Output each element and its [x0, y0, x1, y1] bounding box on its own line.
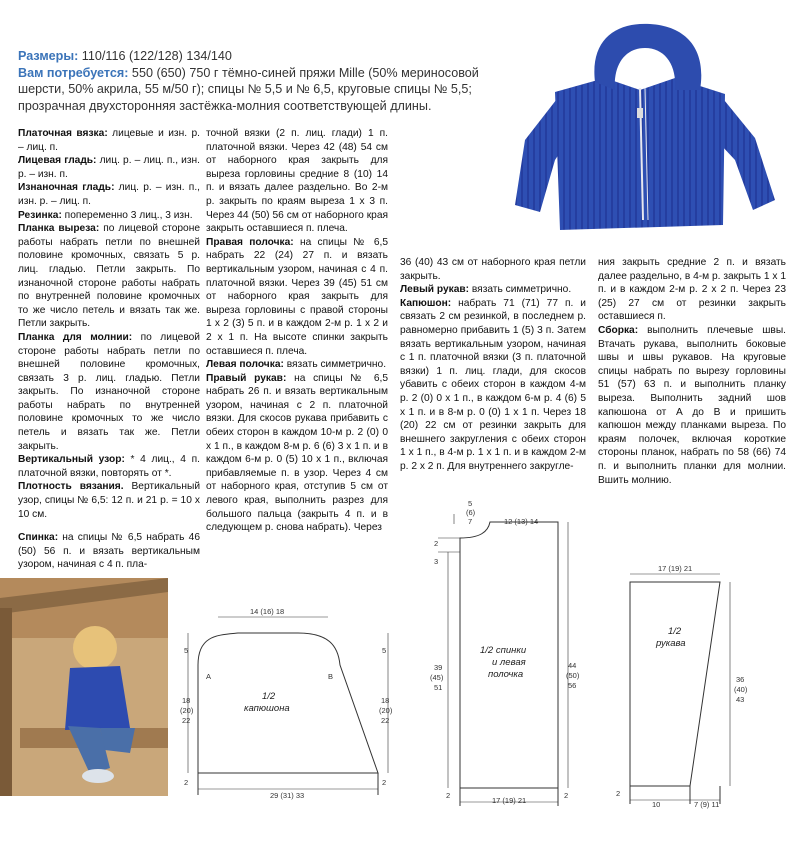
dim-label: 2: [184, 778, 189, 787]
dim-label: 43: [736, 695, 745, 704]
list-item: Капюшон: набрать 71 (71) 77 п. и связать 2 см резинкой, в последнем р. равномерно прибавить 1 (5) 3 п. Затем вязать вертикальным узором, начиная с 1 п. платочной вязки (3 п. платочной вязки) 1 п. лиц. глади, для скосов убавить с обеих сторон в каждом 4-м р. 2 (0) 0 х 1 п., в каждом 6-м р. 4 (6) 5 х 1 п. и в 8-м р. 0 (0) 1 х 1 п. Через 18 (20) 22 см от резинки закрыть для внешнего закругления с обеих сторон 1 х 1 п., в 4-м р. 1 х 1 п. и в каждом 2-м р. 2 х 2 п. Для внутреннего закругле-: [400, 297, 586, 472]
diagram-title: и левая: [492, 657, 526, 668]
dim-label: 36: [736, 675, 745, 684]
hood-pattern-diagram: [178, 605, 400, 800]
list-item: 36 (40) 43 см от наборного края петли закрыть.: [400, 257, 586, 282]
diagram-title: рукава: [656, 638, 686, 649]
point-b-label: B: [328, 672, 334, 681]
dim-label: 29 (31) 33: [270, 791, 305, 800]
list-item: точной вязки (2 п. лиц. глади) 1 п. платочной вязки. Через 42 (48) 54 см от наборного края закрыть для выреза горловины средние 8 (10) 14 п. и вязать далее раздельно. Во 2-м р. закрыть по краям выреза 1 х 3 п. Через 44 (50) 56 см от наборного края закрыть оставшиеся п. плеча.: [206, 128, 388, 235]
materials-label: Вам потребуется:: [18, 65, 129, 80]
dim-label: 51: [434, 683, 443, 692]
dim-label: 22: [182, 716, 191, 725]
list-item: Резинка: попеременно 3 лиц., 3 изн.: [18, 209, 193, 221]
point-a-label: A: [206, 672, 212, 681]
dim-label: (40): [734, 685, 748, 694]
dim-label: 22: [381, 716, 390, 725]
dim-label: 7 (9) 11: [694, 800, 720, 809]
materials-value: 550 (650) 750 г тёмно-синей пряжи Mille (50% мериносовой шерсти, 50% акрила, 55 м/50 г); спицы № 5,5 и № 6,5, круговые спицы № 5,5; прозрачная двухсторонняя застёжка-молния соответствующей длины.: [18, 65, 479, 113]
dim-label: 10: [652, 800, 661, 809]
dim-label: 3: [434, 557, 439, 566]
list-item: Левый рукав: вязать симметрично.: [400, 284, 572, 296]
list-item: Сборка: выполнить плечевые швы. Втачать рукава, выполнить боковые швы и швы рукавов. На круговые спицы набрать по вырезу горловины 51 (57) 63 п. и выполнить планку выреза. Выполнить задний шов капюшона от А до В и пришить капюшон между планками выреза. По краям полочек, включая короткие стороны планок, набрать по 58 (66) 74 п. и выполнить планки для молнии. Вшить молнию.: [598, 324, 786, 486]
dim-label: (20): [379, 706, 393, 715]
list-item: Планка выреза: по лицевой стороне работы набрать петли по внешней половине кромочных, связать 5 р. лиц. гладью. Петли закрыть. По изнаночной стороне работы набрать по внутренней половине кромочных то же число петель и вязать так же. Петли закрыть.: [18, 223, 200, 330]
text-column-4: [598, 256, 786, 487]
dim-label: 17 (19) 21: [658, 564, 693, 573]
body-pattern-diagram: [420, 498, 600, 808]
diagram-title: полочка: [488, 669, 524, 680]
dim-label: 14 (16) 18: [250, 607, 285, 616]
diagram-title: 1/2: [668, 626, 682, 637]
dim-label: 2: [616, 789, 621, 798]
dim-label: (20): [180, 706, 194, 715]
list-item: Изнаночная гладь: лиц. р. – изн. п., изн. р. – лиц. п.: [18, 182, 200, 207]
sizes-label: Размеры:: [18, 49, 79, 63]
list-item: Лицевая гладь: лиц. р. – лиц. п., изн. р. – изн. п.: [18, 155, 200, 180]
dim-label: (6): [466, 508, 476, 517]
jacket-photo: [485, 20, 790, 250]
list-item: Правый рукав: на спицы № 6,5 набрать 26 п. и вязать вертикальным узором, начиная с 2 п. платочной вязки. Для скосов рукава прибавить с обеих сторон в каждом 10-м р. 2 (0) 0 х 1 п., в каждом 8-м р. 6 (6) 3 х 1 п. и в каждом 6-м р. 0 (5) 10 х 1 п., включая прибавляемые п. в узор. Через 4 см от наборного края, отступив 5 см от левого края, выполнить разрез для большого пальца (закрыть 4 п. и в следующем р. снова набрать). Через: [206, 372, 388, 534]
dim-label: 39: [434, 663, 443, 672]
text-column-2: [206, 127, 388, 535]
text-column-3: [400, 256, 586, 474]
dim-label: (45): [430, 673, 444, 682]
dim-label: (50): [566, 671, 580, 680]
list-item: Левая полочка: вязать симметрично.: [206, 359, 387, 371]
dim-label: 2: [382, 778, 387, 787]
diagram-title: 1/2 спинки: [480, 645, 527, 656]
dim-label: 2: [434, 539, 439, 548]
sizes-value: 110/116 (122/128) 134/140: [78, 49, 232, 63]
dim-label: 2: [446, 791, 451, 800]
list-item: Правая полочка: на спицы № 6,5 набрать 22 (24) 27 п. и вязать вертикальным узором, начиная с 4 п. платочной вязки. Через 39 (45) 51 см от наборного края закрыть для выреза горловины с правой стороны 1 х 2 (3) 5 п. и в каждом 2-м р. 1 х 2 и 2 х 1 п. На высоте спинки закрыть оставшиеся п. плеча.: [206, 236, 389, 357]
materials-header: [18, 48, 488, 114]
list-item: Платочная вязка: лицевые и изн. р. – лиц. п.: [18, 128, 200, 153]
text-column-1: [18, 127, 200, 572]
dim-label: 5: [382, 646, 387, 655]
sleeve-pattern-diagram: [610, 562, 790, 810]
child-photo: [0, 578, 168, 796]
dim-label: 44: [568, 661, 577, 670]
dim-label: 56: [568, 681, 577, 690]
list-item: ния закрыть средние 2 п. и вязать далее раздельно, в 4-м р. закрыть 1 х 1 п. и в каждом 2-м р. 2 х 2 п. Через 23 (25) 27 см от резинки закрыть оставшиеся п.: [598, 257, 786, 323]
diagram-title: 1/2: [262, 691, 276, 702]
dim-label: 2: [564, 791, 569, 800]
dim-label: 17 (19) 21: [492, 796, 527, 805]
list-item: Вертикальный узор: * 4 лиц., 4 п. платочной вязки, повторять от *.: [18, 454, 200, 479]
diagram-title: капюшона: [244, 703, 290, 714]
list-item: Спинка: на спицы № 6,5 набрать 46 (50) 56 п. и вязать вертикальным узором, начиная с 4 п. пла-: [18, 532, 200, 571]
list-item: Планка для молнии: по лицевой стороне работы набрать петли по внешней половине кромочных, связать 3 р. лиц. гладью. Петли закрыть. По изнаночной стороне работы набрать по внутренней половине кромочных то же число петель и вязать так же. Петли закрыть.: [18, 331, 200, 452]
dim-label: 7: [468, 517, 473, 526]
dim-label: 5: [184, 646, 189, 655]
list-item: Плотность вязания. Вертикальный узор, спицы № 6,5: 12 п. и 21 р. = 10 х 10 см.: [18, 481, 201, 520]
dim-label: 12 (13) 14: [504, 517, 539, 526]
dim-label: 18: [381, 696, 390, 705]
dim-label: 18: [182, 696, 191, 705]
dim-label: 5: [468, 499, 473, 508]
